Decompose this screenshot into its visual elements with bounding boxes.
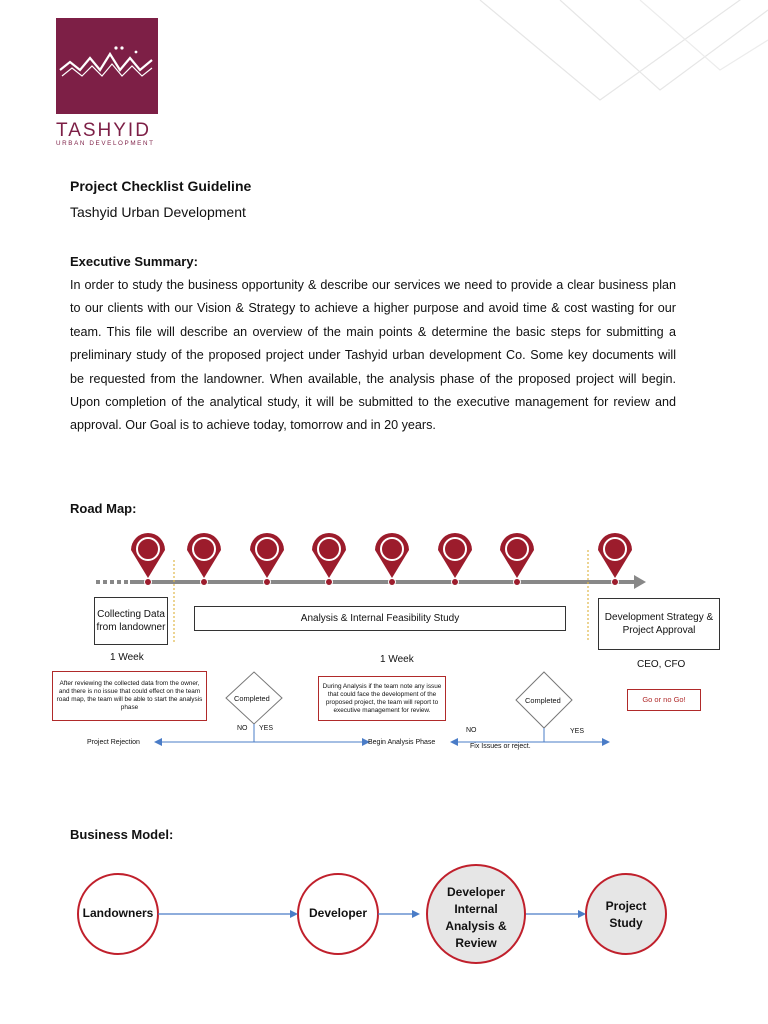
roadmap-heading: Road Map: — [70, 501, 137, 516]
brand-name: TASHYID — [56, 120, 151, 141]
timeline-arrow-icon — [634, 575, 646, 589]
completed-label-1: Completed — [234, 694, 270, 703]
strategy-box: Development Strategy & Project Approval — [598, 598, 720, 650]
roadmap-pins — [131, 533, 632, 586]
roadmap-pin-icon — [598, 533, 632, 586]
doc-title: Project Checklist Guideline — [70, 178, 252, 194]
logo — [56, 18, 158, 114]
yes-label-2: YES — [570, 728, 585, 735]
week-label-2: 1 Week — [380, 654, 414, 665]
begin-analysis-label: Begin Analysis Phase — [368, 739, 436, 746]
exec-summary-text: In order to study the business opportunity & describe our services we need to provide a clear business plan to our clients with our Vision & Strategy to achieve a higher purpose and avoid time & cost wasting for our team. This file will describe an overview of the main points & determine the basic steps for submitting a preliminary study of the proposed project under Tashyid urban development Co. Some key documents will be requested from the landowner. When available, the analysis phase of the proposed project will begin. Upon completion of the analytical study, it will be submitted to the executive management for review and approval. Our Goal is to achieve today, tomorrow and in 20 years. — [70, 278, 676, 433]
logo-mark-icon — [56, 18, 158, 114]
roadmap-pin-icon — [312, 533, 346, 586]
roadmap-pin-icon — [500, 533, 534, 586]
developer-label: Developer — [308, 906, 368, 920]
roadmap-pin-icon — [187, 533, 221, 586]
roadmap-pin-icon — [131, 533, 165, 586]
landowners-label: Landowners — [82, 906, 154, 920]
analysis-box: Analysis & Internal Feasibility Study — [194, 606, 566, 631]
yes-label-1: YES — [259, 725, 274, 732]
completed-label-2: Completed — [525, 696, 561, 705]
approvers-label: CEO, CFO — [637, 659, 686, 670]
project-study-label: Project Study — [605, 899, 647, 930]
internal-review-label: Developer Internal Analysis & Review — [445, 885, 507, 950]
note-data-review: After reviewing the collected data from the owner, and there is no issue that could effect on the team road map, the team will be able to start the analysis phase — [52, 671, 207, 721]
project-rejection-label: Project Rejection — [87, 739, 140, 746]
exec-summary-heading: Executive Summary: — [70, 254, 198, 269]
week-label-1: 1 Week — [110, 652, 144, 663]
no-label-2: NO — [466, 727, 477, 734]
note-analysis-issues: During Analysis if the team note any issue that could face the development of the proposed project, the team will report to executive management for review. — [318, 676, 446, 721]
roadmap-pin-icon — [250, 533, 284, 586]
fix-issues-label: Fix Issues or reject. — [470, 743, 531, 750]
doc-subtitle: Tashyid Urban Development — [70, 204, 246, 220]
roadmap-pin-icon — [375, 533, 409, 586]
business-model-heading: Business Model: — [70, 827, 174, 842]
no-label-1: NO — [237, 725, 248, 732]
roadmap-pin-icon — [438, 533, 472, 586]
go-no-go-badge: Go or no Go! — [627, 689, 701, 711]
brand-tagline: URBAN DEVELOPMENT — [56, 140, 155, 147]
collect-data-box: Collecting Data from landowner — [94, 597, 168, 645]
